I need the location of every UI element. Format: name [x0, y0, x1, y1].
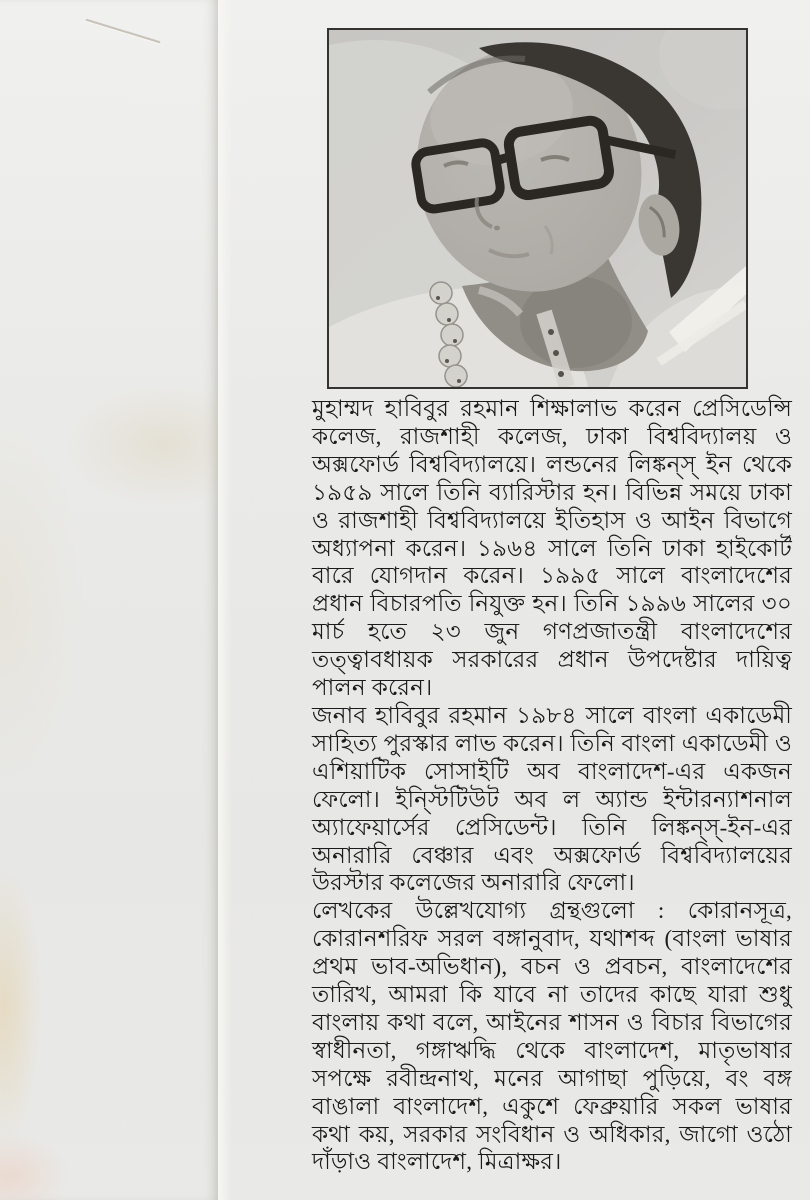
- biography-text-block: [312, 395, 792, 1176]
- bio-paragraph-education: মুহাম্মদ হাবিবুর রহমান শিক্ষালাভ করেন প্রেসিডেন্সি কলেজ, রাজশাহী কলেজ, ঢাকা বিশ্ববিদ্যালয় ও অক্সফোর্ড বিশ্ববিদ্যালয়ে। লন্ডনের লিঙ্কন্স্ ইন থেকে ১৯৫৯ সালে তিনি ব্যারিস্টার হন। বিভিন্ন সময়ে ঢাকা ও রাজশাহী বিশ্ববিদ্যালয়ে ইতিহাস ও আইন বিভাগে অধ্যাপনা করেন। ১৯৬৪ সালে তিনি ঢাকা হাইকোর্ট বারে যোগদান করেন। ১৯৯৫ সালে বাংলাদেশের প্রধান বিচারপতি নিযুক্ত হন। তিনি ১৯৯৬ সালের ৩০ মার্চ হতে ২৩ জুন গণপ্রজাতন্ত্রী বাংলাদেশের তত্ত্বাবধায়ক সরকারের প্রধান উপদেষ্টার দায়িত্ব পালন করেন।: [312, 396, 792, 701]
- fold-highlight: [218, 0, 232, 1200]
- bio-paragraph-awards-fellowships: জনাব হাবিবুর রহমান ১৯৮৪ সালে বাংলা একাডেমী সাহিত্য পুরস্কার লাভ করেন। তিনি বাংলা একাডেমী ও এশিয়াটিক সোসাইটি অব বাংলাদেশ-এর একজন ফেলো। ইন্স্টিটিউট অব ল অ্যান্ড ইন্টারন্যাশনাল অ্যাফেয়ার্সের প্রেসিডেন্ট। তিনি লিঙ্কন্স্-ইন-এর অনারারি বেঞ্চার এবং অক্সফোর্ড বিশ্ববিদ্যালয়ের উরস্টার কলেজের অনারারি ফেলো।: [312, 702, 792, 896]
- bio-paragraph-notable-books: লেখকের উল্লেখযোগ্য গ্রন্থগুলো : কোরানসূত্র, কোরানশরিফ সরল বঙ্গানুবাদ, যথাশব্দ (বাংলা ভাষার প্রথম ভাব-অভিধান), বচন ও প্রবচন, বাংলাদেশের তারিখ, আমরা কি যাবে না তাদের কাছে যারা শুধু বাংলায় কথা বলে, আইনের শাসন ও বিচার বিভাগের স্বাধীনতা, গঙ্গাঋদ্ধি থেকে বাংলাদেশ, মাতৃভাষার সপক্ষে রবীন্দ্রনাথ, মনের আগাছা পুড়িয়ে, বং বঙ্গ বাঙালা বাংলাদেশ, একুশে ফেব্রুয়ারি সকল ভাষার কথা কয়, সরকার সংবিধান ও অধিকার, জাগো ওঠো দাঁড়াও বাংলাদেশ, মিত্রাক্ষর।: [312, 898, 792, 1175]
- paper-stains: [0, 0, 218, 1200]
- author-portrait-photo: [327, 28, 748, 389]
- folded-page-edge: [0, 0, 218, 1200]
- portrait-illustration: [329, 30, 746, 387]
